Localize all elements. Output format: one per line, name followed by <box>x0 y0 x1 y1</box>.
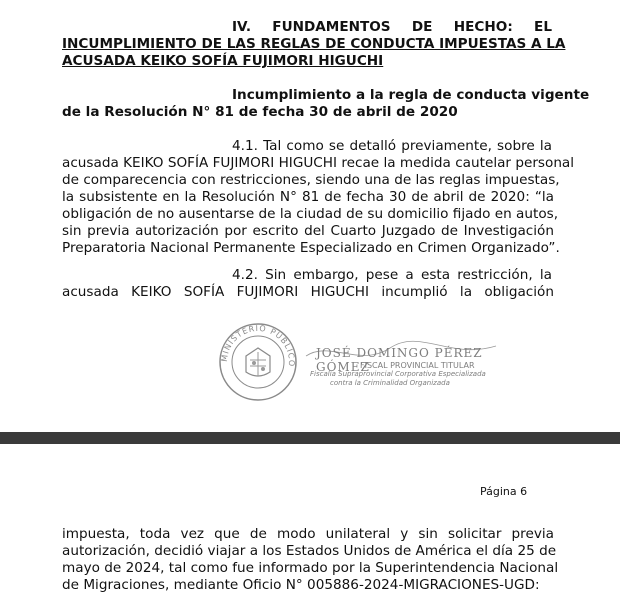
continuation-line: impuesta, toda vez que de modo unilateral y sin solicitar previa <box>62 526 554 542</box>
section-heading-line-1: IV. FUNDAMENTOS DE HECHO: EL <box>232 19 552 35</box>
paragraph-4-1-line: acusada KEIKO SOFÍA FUJIMORI HIGUCHI recae la medida cautelar personal <box>62 155 575 171</box>
continuation-line: autorización, decidió viajar a los Estados Unidos de América el día 25 de <box>62 543 557 559</box>
paragraph-4-2-line: acusada KEIKO SOFÍA FUJIMORI HIGUCHI incumplió la obligación <box>62 284 554 300</box>
subheading-line-2: de la Resolución N° 81 de fecha 30 de abril de 2020 <box>62 104 458 120</box>
signature-name: JOSÉ DOMINGO PÉREZ GÓMEZ <box>316 346 483 374</box>
paragraph-4-1-line: sin previa autorización por escrito del Cuarto Juzgado de Investigación <box>62 223 554 239</box>
page-6-fragment <box>0 444 620 600</box>
paragraph-4-1-line: 4.1. Tal como se detalló previamente, sobre la <box>232 138 552 154</box>
paragraph-4-1-line: de comparecencia con restricciones, siendo una de las reglas impuestas, <box>62 172 560 188</box>
signature-office-line-2: contra la Criminalidad Organizada <box>330 379 450 387</box>
continuation-line: mayo de 2024, tal como fue informado por la Superintendencia Nacional <box>62 560 559 576</box>
signature-office-line-1: Fiscalía Supraprovincial Corporativa Especializada <box>310 370 486 378</box>
section-heading-line-2: INCUMPLIMIENTO DE LAS REGLAS DE CONDUCTA IMPUESTAS A LA <box>62 36 566 52</box>
section-heading-line-3: ACUSADA KEIKO SOFÍA FUJIMORI HIGUCHI <box>62 53 384 69</box>
paragraph-4-1-line: la subsistente en la Resolución N° 81 de fecha 30 de abril de 2020: “la <box>62 189 554 205</box>
ministerio-publico-seal-icon <box>218 322 298 402</box>
subheading-line-1: Incumplimiento a la regla de conducta vigente <box>232 87 590 103</box>
page-number: Página 6 <box>480 485 528 498</box>
signature-role: FISCAL PROVINCIAL TITULAR <box>360 361 475 370</box>
continuation-line: de Migraciones, mediante Oficio N° 005886-2024-MIGRACIONES-UGD: <box>62 577 540 593</box>
paragraph-4-1-line: Preparatoria Nacional Permanente Especializado en Crimen Organizado”. <box>62 240 560 256</box>
page-break-divider <box>0 432 620 444</box>
prosecutor-signature-block <box>300 338 500 398</box>
paragraph-4-2-line: 4.2. Sin embargo, pese a esta restricción, la <box>232 267 552 283</box>
paragraph-4-1-line: obligación de no ausentarse de la ciudad de su domicilio fijado en autos, <box>62 206 559 222</box>
seal-ring-text: MINISTERIO PÚBLICO <box>219 323 297 368</box>
